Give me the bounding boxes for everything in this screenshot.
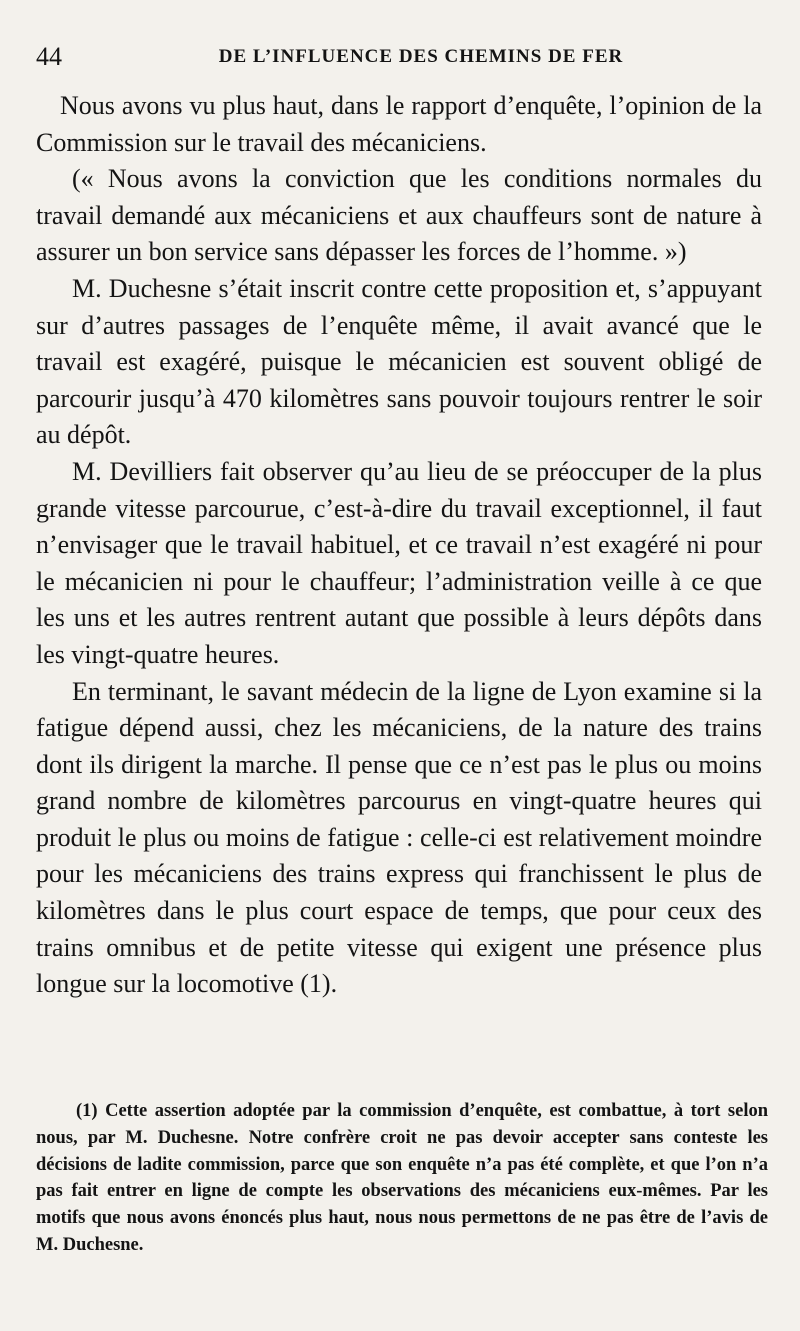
page-header: [36, 40, 770, 80]
paragraph: M. Devilliers fait observer qu’au lieu de se préoccuper de la plus grande vitesse parcourue, c’est-à-dire du travail exceptionnel, il faut n’envisager que le travail habituel, et ce travail n’est exagéré ni pour le mécanicien ni pour le chauffeur; l’administration veille à ce que les uns et les autres rentrent autant que possible à leurs dépôts dans les vingt-quatre heures.: [36, 456, 762, 669]
paragraph: (« Nous avons la conviction que les conditions normales du travail demandé aux mécaniciens et aux chauffeurs sont de nature à assurer un bon service sans dépasser les forces de l’homme. »): [36, 164, 762, 267]
paragraph: Nous avons vu plus haut, dans le rapport d’enquête, l’opinion de la Commission sur le travail des mécaniciens.: [36, 91, 762, 157]
footnote: (1) Cette assertion adoptée par la commission d’enquête, est combattue, à tort selon nous, par M. Duchesne. Notre confrère croit ne pas devoir accepter sans conteste les décisions de ladite commission, parce que son enquête n’a pas été complète, et que l’on n’a pas fait entrer en ligne de compte les observations des mécaniciens eux-mêmes. Par les motifs que nous avons énoncés plus haut, nous nous permettons de ne pas être de l’avis de M. Duchesne.: [36, 1101, 768, 1255]
body-text: [36, 88, 762, 1003]
paragraph: M. Duchesne s’était inscrit contre cette proposition et, s’appuyant sur d’autres passages de l’enquête même, il avait avancé que le travail est exagéré, puisque le mécanicien est souvent obligé de parcourir jusqu’à 470 kilomètres sans pouvoir toujours rentrer le soir au dépôt.: [36, 273, 762, 450]
footnotes: [36, 1098, 768, 1259]
paragraph: En terminant, le savant médecin de la ligne de Lyon examine si la fatigue dépend aussi, chez les mécaniciens, de la nature des trains dont ils dirigent la marche. Il pense que ce n’est pas le plus ou moins grand nombre de kilomètres parcourus en vingt-quatre heures qui produit le plus ou moins de fatigue : celle-ci est relativement moindre pour les mécaniciens des trains express qui franchissent le plus de kilomètres dans le plus court espace de temps, que pour ceux des trains omnibus et de petite vitesse qui exigent une présence plus longue sur la locomotive (1).: [36, 676, 762, 999]
running-title: DE L’INFLUENCE DES CHEMINS DE FER: [218, 46, 624, 67]
page-number: 44: [36, 42, 62, 71]
